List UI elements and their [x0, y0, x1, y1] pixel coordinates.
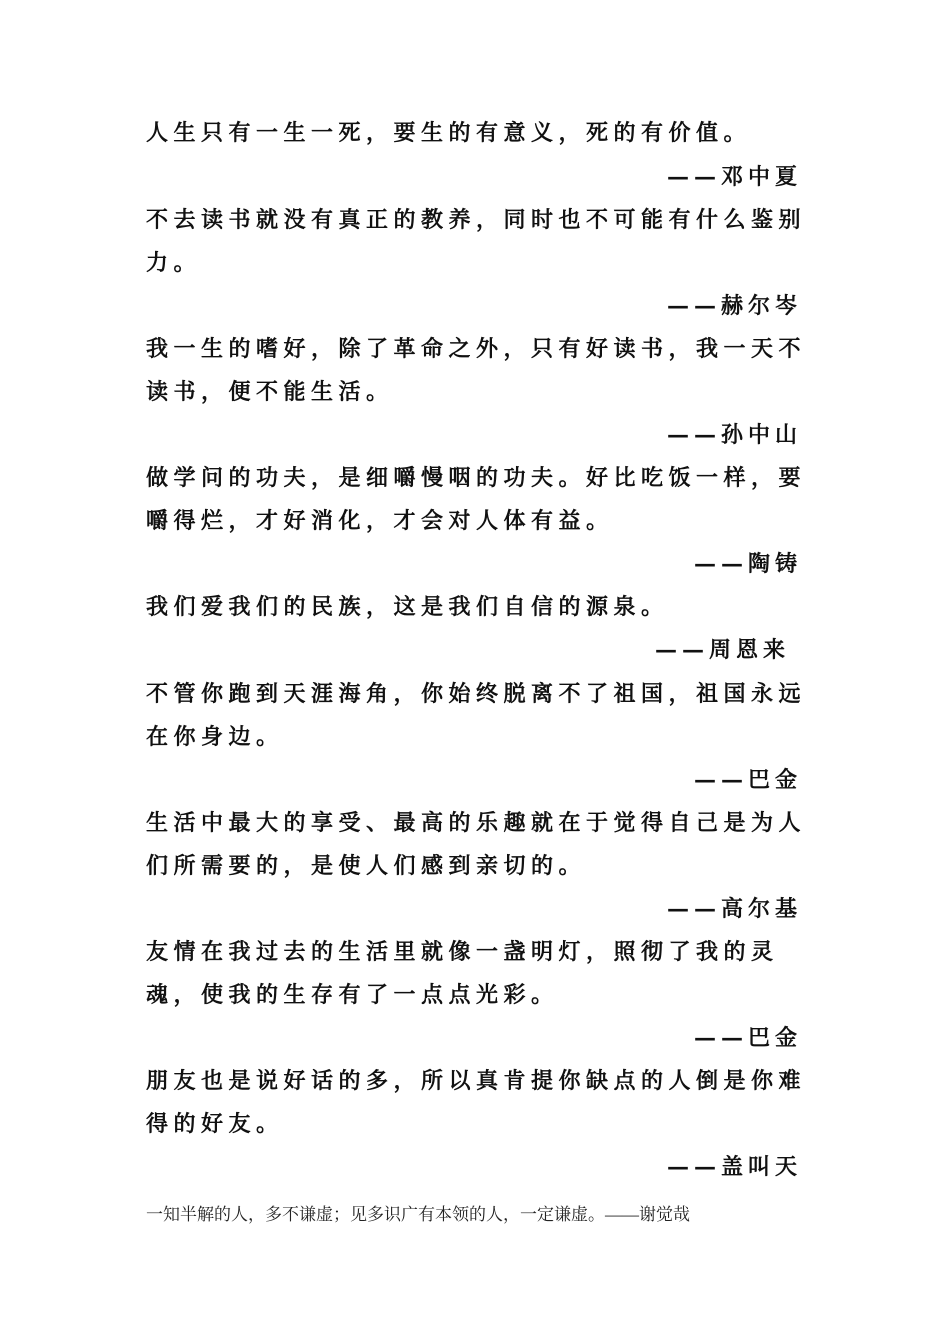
quote-7-author: ——高尔基	[666, 896, 802, 922]
quote-4-author: ——陶铸	[693, 551, 802, 577]
quote-8-text: 友情在我过去的生活里就像一盏明灯，照彻了我的灵魂，使我的生存有了一点点光彩。	[146, 939, 779, 1008]
quote-6-author: ——巴金	[693, 767, 802, 793]
quote-9-text: 朋友也是说好话的多，所以真肯提你缺点的人倒是你难得的好友。	[146, 1068, 807, 1137]
quote-1-text: 人生只有一生一死，要生的有意义，死的有价值。	[146, 120, 752, 146]
quote-9-author: ——盖叫天	[666, 1154, 802, 1180]
quote-1-author: ——邓中夏	[666, 164, 802, 190]
footer-quote: 一知半解的人，多不谦虚；见多识广有本领的人，一定谦虚。——谢觉哉	[146, 1205, 690, 1224]
quote-2-author: ——赫尔岑	[666, 293, 802, 319]
quote-3-text: 我一生的嗜好，除了革命之外，只有好读书，我一天不读书，便不能生活。	[146, 336, 807, 405]
quote-2-text: 不去读书就没有真正的教养，同时也不可能有什么鉴别力。	[146, 207, 807, 276]
quote-7-text: 生活中最大的享受、最高的乐趣就在于觉得自己是为人们所需要的，是使人们感到亲切的。	[146, 810, 807, 879]
quote-8-author: ——巴金	[693, 1025, 802, 1051]
quote-6-text: 不管你跑到天涯海角，你始终脱离不了祖国，祖国永远在你身边。	[146, 681, 807, 750]
quote-4-text: 做学问的功夫，是细嚼慢咽的功夫。好比吃饭一样，要嚼得烂，才好消化，才会对人体有益。	[146, 465, 807, 534]
quote-3-author: ——孙中山	[666, 422, 802, 448]
quote-5-author: ——周恩来	[654, 637, 790, 663]
quote-5-text: 我们爱我们的民族，这是我们自信的源泉。	[146, 594, 669, 620]
